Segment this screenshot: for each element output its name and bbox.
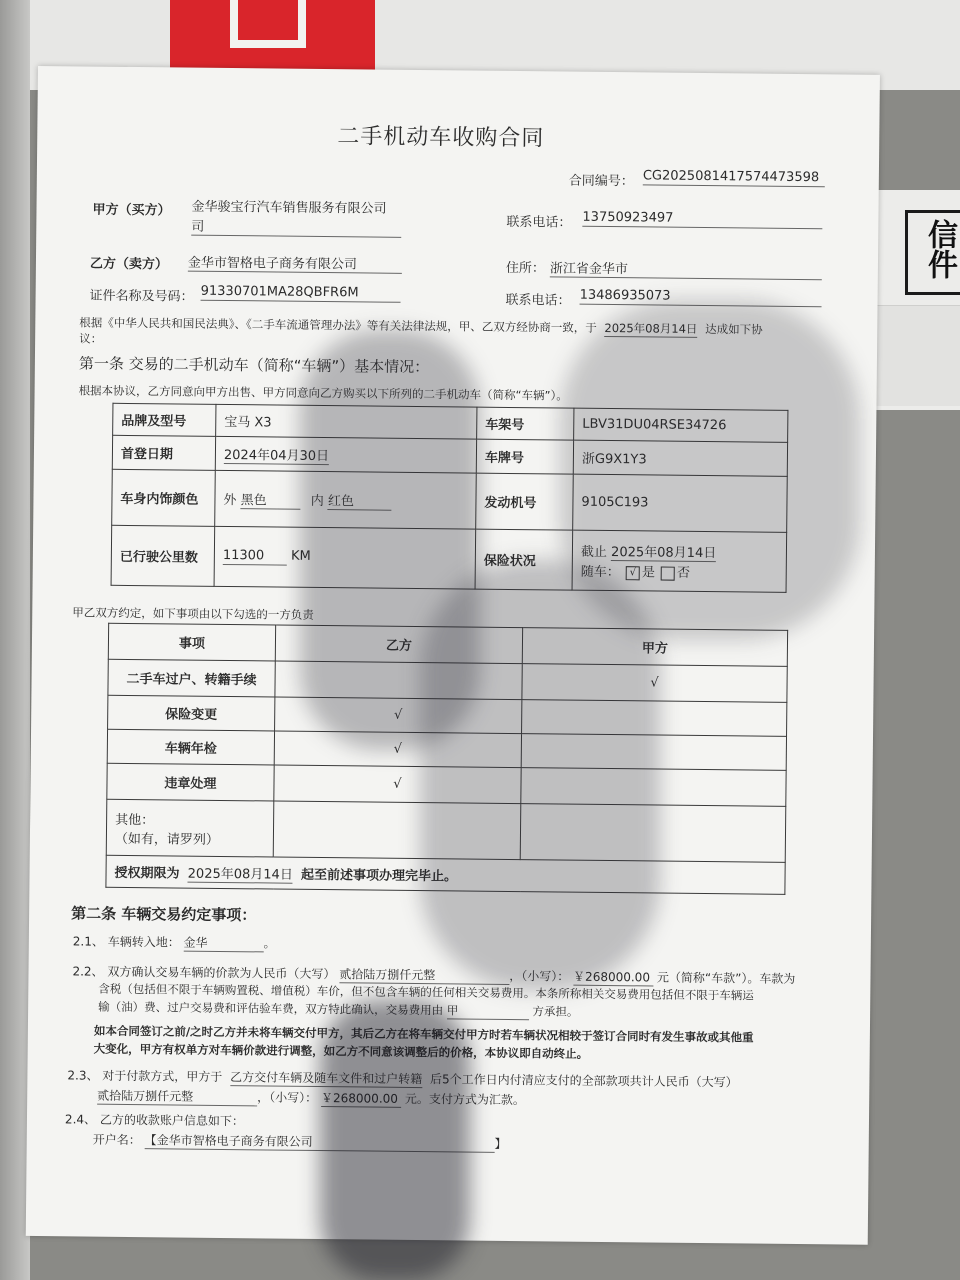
c22-line3-end: 方承担。: [532, 1004, 579, 1019]
c23-c: ，（小写）：: [257, 1090, 318, 1105]
party-b-phone-label: 联系电话：: [505, 292, 571, 309]
int-color: 红色: [328, 490, 392, 511]
c23-d: 元。支付方式为汇款。: [404, 1091, 525, 1108]
vin-value: LBV31DU04RSE34726: [574, 408, 788, 442]
article-2-title: 第二条 车辆交易约定事项：: [71, 904, 257, 925]
contract-no-label: 合同编号：: [568, 173, 634, 190]
resp-row-a: [522, 700, 787, 737]
responsibility-table: [105, 623, 788, 895]
mileage-label: 已行驶公里数: [111, 525, 215, 586]
party-a-phone-label: 联系电话：: [506, 214, 572, 231]
party-a-label: 甲方（买方）: [92, 202, 171, 219]
preamble-date: 2025年08月14日: [604, 320, 698, 336]
c23-a: 对于付款方式，甲方于: [102, 1068, 223, 1084]
c23-cond: 乙方交付车辆及随车文件和过户转籍: [230, 1070, 423, 1087]
c24-a: 乙方的收款账户信息如下：: [99, 1112, 244, 1129]
ext-color: 黑色: [241, 489, 301, 510]
c23-b: 后5个工作日内付清应支付的全部款项共计人民币（大写）: [429, 1072, 738, 1090]
c22-c: 元（简称“车款”）。车款为: [656, 970, 796, 986]
checkbox-yes: √: [626, 566, 640, 580]
c21-no: 2.1、: [72, 934, 105, 949]
c22-line3: 输（油）费、过户交易费和评估验车费，双方特此确认，交易费用由: [98, 999, 444, 1018]
party-b-addr: 浙江省金华市: [550, 257, 822, 280]
resp-row-a: [521, 734, 786, 771]
c22-no: 2.2、: [72, 964, 104, 979]
auth-label: 授权期限为: [114, 865, 180, 882]
envelope-stamp: 信件: [905, 210, 960, 295]
c22-bold1: 如本合同签订之前/之时乙方并未将车辆交付甲方，其后乙方在将车辆交付甲方时若车辆状况相较于签订合同时有发生事故或其他重: [93, 1023, 754, 1045]
c22-b: ，（小写）：: [509, 968, 570, 984]
id-label: 证件名称及号码：: [89, 288, 194, 305]
mileage-unit: KM: [290, 548, 311, 564]
c22-payer: 甲: [447, 1002, 529, 1020]
article-1-title: 第一条 交易的二手机动车（简称“车辆”）基本情况：: [78, 354, 430, 377]
resp-row-b: √: [275, 697, 522, 734]
resp-intro: 甲乙双方约定，如下事项由以下勾选的一方负责: [72, 605, 314, 622]
clause-2-4: [65, 1110, 244, 1129]
c21-label: 车辆转入地：: [107, 934, 180, 950]
resp-row-b: √: [274, 731, 521, 768]
auth-date: 2025年08月14日: [188, 862, 293, 883]
reg-date-label: 首登日期: [112, 435, 215, 470]
clause-2-1: [73, 932, 276, 952]
vin-label: 车架号: [477, 407, 574, 440]
left-edge-shadow: [0, 0, 30, 1280]
c22-a: 双方确认交易车辆的价款为人民币（大写）: [107, 964, 336, 982]
mileage-value: 11300: [223, 548, 287, 566]
resp-header-b: 乙方: [275, 625, 522, 664]
engine-label: 发动机号: [476, 473, 574, 530]
resp-header-a: 甲方: [522, 628, 787, 667]
contract-page: [26, 66, 880, 1245]
c21-value: 金华: [184, 934, 264, 953]
party-b-phone: 13486935073: [580, 288, 822, 308]
id-number: 91330701MA28QBFR6M: [201, 284, 401, 303]
vehicle-table: [111, 403, 789, 593]
article-1-intro: 根据本协议，乙方同意向甲方出售、甲方同意向乙方购买以下所列的二手机动车（简称“车辆”）。: [78, 383, 568, 403]
party-a-name: 金华骏宝行汽车销售服务有限公司: [191, 199, 387, 217]
c23-lower: ￥268000.00: [321, 1089, 401, 1108]
resp-other-label: 其他：: [115, 812, 155, 828]
party-b-name: 金华市智格电子商务有限公司: [188, 252, 402, 274]
resp-row-a: √: [522, 664, 787, 703]
checkbox-no: [661, 566, 675, 580]
resp-row-item: 车辆年检: [107, 729, 274, 765]
party-a-name-cont: 司: [191, 216, 401, 238]
ins-with-car-label: 随车：: [580, 564, 620, 581]
party-a-phone: 13750923497: [582, 210, 822, 230]
resp-row-item: 违章处理: [107, 763, 274, 801]
insurance-label: 保险状况: [475, 529, 573, 590]
account-holder-row: 开户名： 【金华市智格电子商务有限公司 】: [92, 1132, 507, 1151]
resp-other-note: （如有，请罗列）: [114, 831, 219, 848]
preamble-text-2: 达成如下协: [705, 322, 763, 337]
plate-label: 车牌号: [476, 439, 573, 474]
reg-date-value: 2024年04月30日: [224, 443, 329, 464]
resp-header-item: 事项: [108, 623, 275, 661]
engine-value: 9105C193: [573, 474, 788, 532]
red-folder: [170, 0, 375, 70]
c23-no: 2.3、: [67, 1068, 99, 1083]
brand-value: 宝马 X3: [216, 404, 477, 439]
int-prefix: 内: [310, 493, 324, 509]
preamble-text-1: 根据《中华人民共和国民法典》、《二手车流通管理办法》等有关法律法规，甲、乙双方经协商一致，于: [79, 315, 597, 335]
c22-bold2: 大变化，甲方有权单方对车辆价款进行调整，如乙方不同意该调整后的价格，本协议即自动终止。: [93, 1041, 589, 1061]
c22-line2: 含税（包括但不限于车辆购置税、增值税）车价，但不包含车辆的任何相关交易费用。本条所称相关交易费用包括但不限于车辆运: [98, 981, 754, 1003]
contract-no: CG2025081417574473598: [643, 168, 825, 187]
clause-2-2-line3: [98, 999, 578, 1021]
account-holder: 【金华市智格电子商务有限公司: [145, 1131, 495, 1153]
ins-until-date: 2025年08月14日: [611, 541, 716, 562]
party-b-label: 乙方（卖方）: [89, 256, 169, 273]
c24-holder-label: 开户名：: [92, 1132, 141, 1148]
ins-until-prefix: 截止: [580, 544, 608, 560]
preamble-text-3: 议：: [79, 331, 103, 346]
ext-prefix: 外: [223, 492, 237, 508]
resp-row-b: [275, 661, 522, 700]
ins-no: 否: [676, 565, 691, 581]
resp-row-item: 保险变更: [108, 695, 275, 731]
ins-yes: 是: [641, 565, 655, 581]
c22-upper: 贰拾陆万捌仟元整: [339, 965, 509, 985]
plate-value: 浙G9X1Y3: [573, 440, 787, 476]
auth-tail: 起至前述事项办理完毕止。: [300, 867, 458, 884]
resp-row-a: [521, 768, 786, 807]
resp-row-b: √: [274, 765, 521, 804]
clause-2-3-line2: [97, 1087, 525, 1109]
resp-row-item: 二手车过户、转籍手续: [108, 659, 275, 697]
preamble: [79, 314, 762, 338]
c21-end: 。: [263, 936, 276, 951]
page-title: 二手机动车收购合同: [337, 124, 545, 152]
color-label: 车身内饰颜色: [112, 469, 216, 526]
c24-holder: 金华市智格电子商务有限公司: [156, 1133, 313, 1149]
party-b-addr-label: 住所：: [505, 260, 545, 277]
c23-upper: 贰拾陆万捌仟元整: [97, 1087, 257, 1107]
c22-lower: ￥268000.00: [573, 968, 653, 987]
c24-no: 2.4、: [64, 1112, 97, 1127]
brand-label: 品牌及型号: [113, 403, 216, 436]
